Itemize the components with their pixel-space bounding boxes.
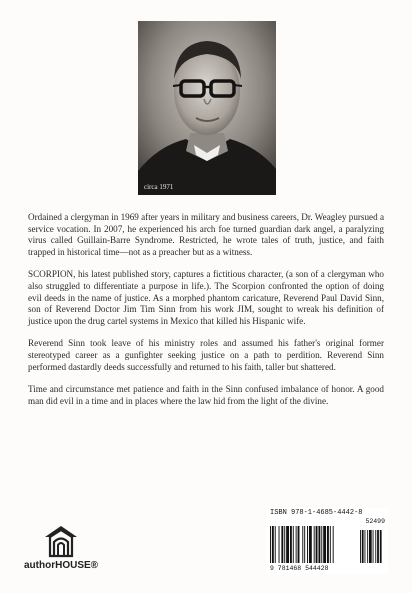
author-portrait-image <box>138 21 276 195</box>
barcode-bar <box>298 526 300 563</box>
barcode-bar <box>333 526 334 563</box>
barcode-bar <box>323 526 326 563</box>
price-code: 52499 <box>365 518 385 525</box>
publisher-logo <box>24 523 98 573</box>
photo-caption: circa 1971 <box>144 183 174 191</box>
barcode-addon-bar <box>380 530 382 563</box>
barcode-bar <box>302 526 303 563</box>
description-paragraph-1: Ordained a clergyman in 1969 after years in military and business careers, Dr. Weagley pursued a service vocation. In 2007, he experienced his arch foe turned guardian dark angel, a paralyzing virus called Guillain-Barre Syndrome. Restricted, he wrote tales of truth, justice, and faith trapped in historical time—not as a preacher but as a witness. <box>28 212 384 257</box>
barcode-bar <box>307 526 308 563</box>
barcode-digits: 9 781468 544428 <box>270 565 329 572</box>
description-paragraph-4: Time and circumstance met patience and faith in the Sinn confused imbalance of honor. A good man did evil in a time and in places where the law hid from the light of the divine. <box>28 384 384 406</box>
barcode-bar <box>327 526 329 563</box>
barcode-bar <box>304 526 305 563</box>
barcode-bar <box>281 526 283 563</box>
barcode-bar <box>318 526 320 563</box>
barcode-bar <box>316 526 318 563</box>
barcode-addon-bar <box>377 530 379 563</box>
barcode-bar <box>293 526 294 563</box>
barcode-bar <box>296 526 297 563</box>
barcode-addon-bar <box>360 530 361 563</box>
barcode-bar <box>272 526 274 563</box>
barcode-bars <box>270 526 384 564</box>
barcode-bar <box>321 526 322 563</box>
barcode-addon-bar <box>373 530 374 563</box>
barcode-bar <box>290 526 292 563</box>
barcode-bar <box>309 526 312 563</box>
barcode-addon-bar <box>369 530 372 563</box>
description-paragraph-3: Reverend Sinn took leave of his ministry roles and assumed his father's original former stereotyped career as a gunfighter seeking justice on a path to perdition. Reverend Sinn performed dastardly deeds successfully and returned to his faith, taller but shattered. <box>28 338 384 372</box>
barcode-addon-bar <box>365 530 366 563</box>
barcode-bar <box>279 526 280 563</box>
barcode-addon-bar <box>375 530 376 563</box>
barcode-bar <box>270 526 271 563</box>
barcode-addon-bar <box>362 530 364 563</box>
barcode-bar <box>286 526 289 563</box>
isbn-barcode <box>266 508 388 574</box>
barcode-addon-bar <box>367 530 368 563</box>
back-cover-description <box>28 212 384 418</box>
description-paragraph-2: SCORPION, his latest published story, captures a fictitious character, (a son of a clergyman who also struggled to differentiate a purpose in life.). The Scorpion confronted the option of doing evil deeds in the name of justice. As a morphed phantom caricature, Reverend Paul David Sinn, son of Reverend Doctor Jim Tim Sinn from his work JIM, sought to wreak his definition of justice upon the drug cartel systems in Mexico that killed his Hispanic wife. <box>28 269 384 326</box>
authorhouse-logo-icon <box>43 523 79 559</box>
barcode-bar <box>330 526 331 563</box>
author-photo <box>138 21 276 195</box>
publisher-name: authorHOUSE® <box>24 560 99 571</box>
barcode-bar <box>284 526 285 563</box>
isbn-number: ISBN 978-1-4685-4442-8 <box>270 509 363 517</box>
barcode-bar <box>314 526 315 563</box>
barcode-bar <box>275 526 276 563</box>
